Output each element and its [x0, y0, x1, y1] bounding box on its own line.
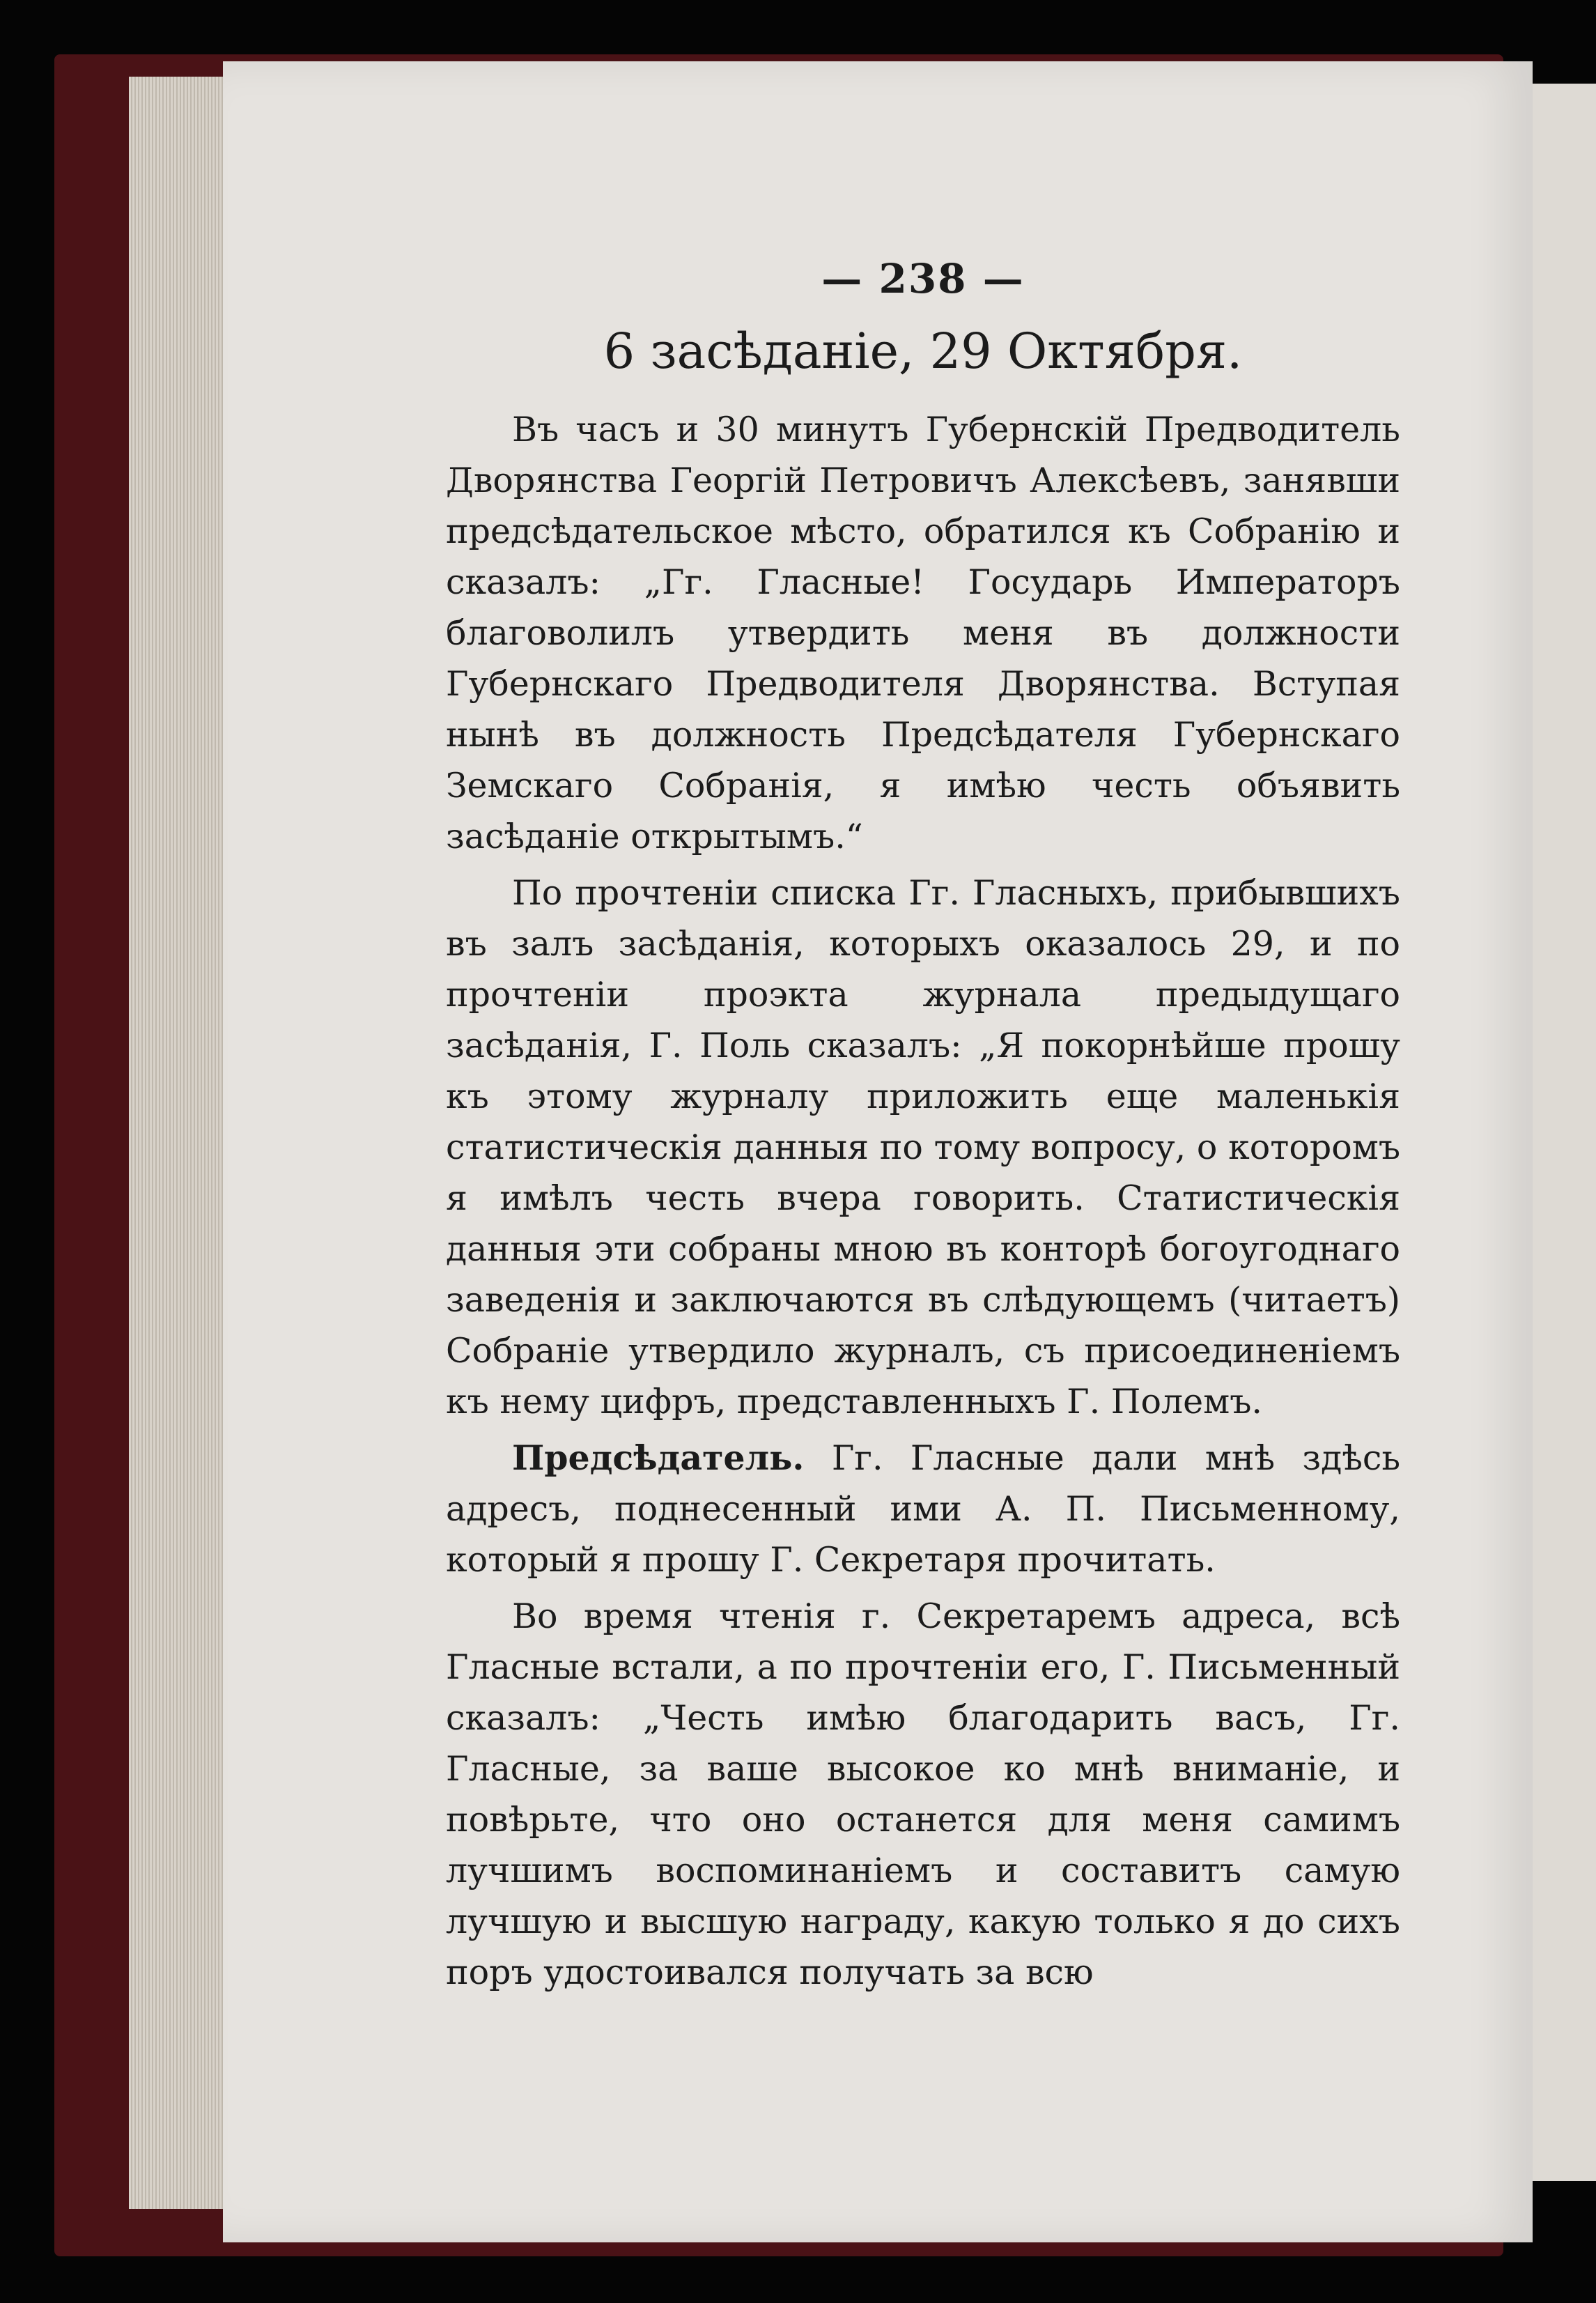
next-page-edge [1526, 84, 1596, 2181]
speaker-label: Предсѣдатель. [512, 1438, 805, 1478]
paragraph-2 [446, 868, 1400, 1427]
paragraph-4 [446, 1591, 1400, 1998]
paragraph-1 [446, 404, 1400, 862]
paragraph-1-text: Въ часъ и 30 минутъ Губернскій Предводитель Дворянства Георгій Петровичъ Алексѣевъ, занявши предсѣдательское мѣсто, обратился къ Собранію и сказалъ: „Гг. Гласные! Государь Императоръ благоволилъ утвердить меня въ должности Губернскаго Предводителя Дворянства. Вступая нынѣ въ должность Предсѣдателя Губернскаго Земскаго Собранія, я имѣю честь объявить засѣданіе открытымъ.“ [446, 410, 1400, 856]
paragraph-3-text: Гг. Гласные дали мнѣ здѣсь адресъ, поднесенный ими А. П. Письменному, который я прошу Г. Секретаря прочитать. [446, 1438, 1400, 1580]
page-text-block [446, 251, 1400, 2003]
paragraph-3 [446, 1433, 1400, 1585]
page-number: — 238 — [821, 255, 1025, 302]
paragraph-2-text: По прочтеніи списка Гг. Гласныхъ, прибывшихъ въ залъ засѣданія, которыхъ оказалось 29, и по прочтеніи проэкта журнала предыдущаго засѣданія, Г. Поль сказалъ: „Я покорнѣйше прошу къ этому журналу приложить еще маленькія статистическія данныя по тому вопросу, о которомъ я имѣлъ честь вчера говорить. Статистическія данныя эти собраны мною въ конторѣ богоугоднаго заведенія и заключаются въ слѣдующемъ (читаетъ) Собраніе утвердило журналъ, съ присоединеніемъ къ нему цифръ, представленныхъ Г. Полемъ. [446, 873, 1400, 1422]
session-heading: 6 засѣданіе, 29 Октября. [603, 323, 1243, 380]
paragraph-4-text: Во время чтенія г. Секретаремъ адреса, всѣ Гласные встали, а по прочтеніи его, Г. Письменный сказалъ: „Честь имѣю благодарить васъ, Гг. Гласные, за ваше высокое ко мнѣ вниманіе, и повѣрьте, что оно останется для меня самимъ лучшимъ воспоминаніемъ и составитъ самую лучшую и высшую награду, какую только я до сихъ поръ удостоивался получать за всю [446, 1596, 1400, 1992]
